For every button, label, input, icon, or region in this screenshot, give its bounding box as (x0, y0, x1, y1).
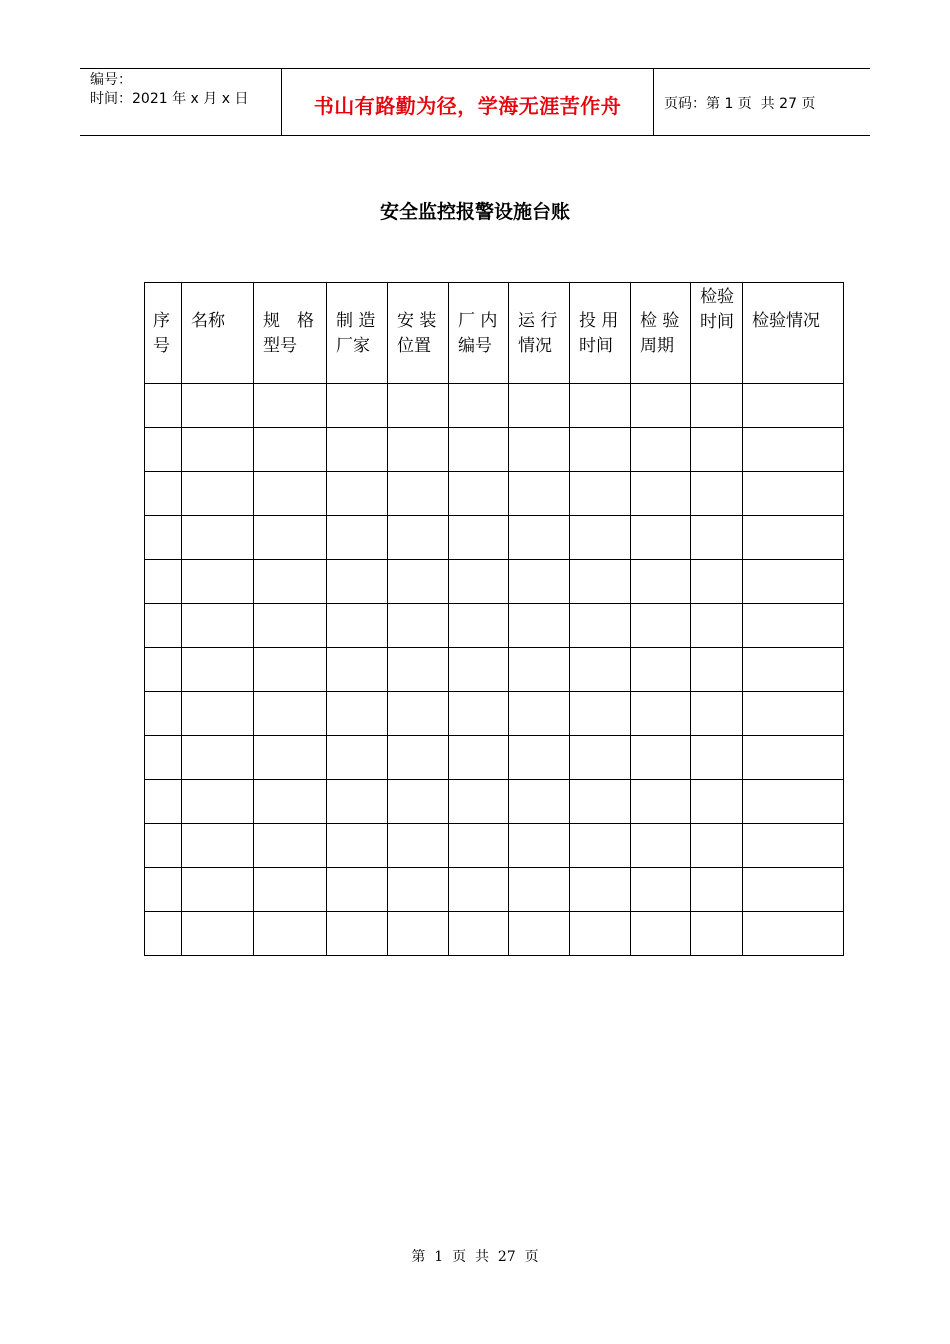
table-cell (743, 780, 844, 824)
column-header-plant-number: 厂 内编号 (449, 283, 509, 384)
table-cell (388, 604, 449, 648)
table-cell (388, 912, 449, 956)
table-cell (691, 472, 743, 516)
table-cell (182, 428, 254, 472)
table-cell (254, 472, 327, 516)
table-cell (145, 384, 182, 428)
table-cell (691, 912, 743, 956)
table-cell (570, 648, 631, 692)
table-cell (449, 736, 509, 780)
table-cell (631, 780, 691, 824)
table-cell (182, 648, 254, 692)
table-row (145, 780, 844, 824)
table-cell (509, 736, 570, 780)
table-cell (631, 604, 691, 648)
table-cell (388, 516, 449, 560)
table-row (145, 692, 844, 736)
table-cell (254, 516, 327, 560)
table-cell (631, 692, 691, 736)
table-cell (570, 692, 631, 736)
table-cell (145, 516, 182, 560)
table-cell (327, 384, 388, 428)
document-title: 安全监控报警设施台账 (379, 201, 570, 223)
table-cell (743, 472, 844, 516)
table-cell (388, 560, 449, 604)
table-cell (327, 824, 388, 868)
column-header-name: 名称 (182, 283, 254, 384)
table-cell (449, 516, 509, 560)
table-cell (145, 736, 182, 780)
header-meta (80, 69, 281, 135)
table-cell (327, 472, 388, 516)
table-cell (254, 384, 327, 428)
table-cell (570, 824, 631, 868)
table-cell (388, 868, 449, 912)
table-cell (388, 824, 449, 868)
table-cell (449, 868, 509, 912)
table-cell (691, 780, 743, 824)
table-cell (182, 560, 254, 604)
table-cell (449, 692, 509, 736)
table-cell (570, 604, 631, 648)
table-cell (145, 560, 182, 604)
table-cell (182, 780, 254, 824)
table-cell (449, 780, 509, 824)
table-cell (743, 560, 844, 604)
table-cell (327, 560, 388, 604)
table-cell (182, 912, 254, 956)
table-header-row (145, 283, 844, 384)
table-cell (182, 604, 254, 648)
table-cell (509, 516, 570, 560)
table-cell (388, 384, 449, 428)
table-cell (743, 384, 844, 428)
table-cell (509, 428, 570, 472)
table-cell (631, 648, 691, 692)
table-cell (254, 824, 327, 868)
table-cell (509, 472, 570, 516)
table-cell (691, 868, 743, 912)
table-cell (449, 604, 509, 648)
table-cell (691, 604, 743, 648)
document-time-label: 时间：2021 年 x 月 x 日 (90, 91, 249, 107)
table-cell (388, 780, 449, 824)
table-cell (570, 736, 631, 780)
table-cell (388, 736, 449, 780)
table-cell (388, 648, 449, 692)
table-cell (449, 472, 509, 516)
table-cell (327, 780, 388, 824)
table-body (145, 384, 844, 956)
table-cell (691, 648, 743, 692)
table-cell (570, 780, 631, 824)
document-number-label: 编号： (90, 72, 132, 88)
table-cell (254, 428, 327, 472)
table-cell (743, 692, 844, 736)
table-cell (327, 604, 388, 648)
table-cell (388, 428, 449, 472)
table-cell (570, 384, 631, 428)
table-row (145, 824, 844, 868)
table-row (145, 648, 844, 692)
column-header-inspection-result: 检验情况 (743, 283, 844, 384)
column-header-manufacturer: 制 造厂家 (327, 283, 388, 384)
table-cell (743, 736, 844, 780)
table-row (145, 736, 844, 780)
page-header (80, 68, 870, 136)
table-cell (145, 472, 182, 516)
table-cell (743, 516, 844, 560)
table-cell (631, 384, 691, 428)
table-cell (691, 384, 743, 428)
table-cell (631, 516, 691, 560)
table-cell (254, 648, 327, 692)
table-cell (631, 428, 691, 472)
table-cell (182, 516, 254, 560)
table-cell (327, 692, 388, 736)
table-row (145, 912, 844, 956)
table-cell (327, 516, 388, 560)
table-cell (182, 824, 254, 868)
table-row (145, 868, 844, 912)
table-cell (145, 648, 182, 692)
table-cell (509, 868, 570, 912)
table-cell (570, 912, 631, 956)
table-row (145, 560, 844, 604)
table-cell (327, 736, 388, 780)
table-cell (145, 692, 182, 736)
table-cell (327, 912, 388, 956)
table-cell (509, 604, 570, 648)
table-cell (254, 560, 327, 604)
table-cell (254, 736, 327, 780)
table-cell (691, 560, 743, 604)
page-footer: 第 1 页 共 27 页 (411, 1249, 539, 1265)
table-cell (449, 648, 509, 692)
table-row (145, 384, 844, 428)
table-cell (743, 868, 844, 912)
table-cell (327, 648, 388, 692)
header-motto: 书山有路勤为径，学海无涯苦作舟 (281, 69, 654, 135)
table-cell (327, 428, 388, 472)
table-row (145, 604, 844, 648)
column-header-inspection-date: 检验时间 (691, 283, 743, 384)
table-row (145, 428, 844, 472)
table-cell (509, 912, 570, 956)
table-cell (145, 780, 182, 824)
table-cell (631, 472, 691, 516)
table-cell (388, 472, 449, 516)
table-cell (182, 868, 254, 912)
table-cell (691, 692, 743, 736)
table-cell (449, 912, 509, 956)
table-cell (449, 824, 509, 868)
table-cell (449, 428, 509, 472)
table-cell (182, 472, 254, 516)
table-cell (691, 428, 743, 472)
table-cell (570, 560, 631, 604)
equipment-ledger-table (144, 282, 844, 956)
table-cell (182, 736, 254, 780)
column-header-inspection-cycle: 检 验周期 (631, 283, 691, 384)
table-cell (743, 912, 844, 956)
table-cell (254, 604, 327, 648)
table-cell (449, 560, 509, 604)
table-cell (631, 824, 691, 868)
table-cell (691, 736, 743, 780)
table-cell (254, 868, 327, 912)
table-cell (570, 428, 631, 472)
table-cell (631, 912, 691, 956)
column-header-commission-date: 投 用时间 (570, 283, 631, 384)
table-cell (743, 824, 844, 868)
table-cell (631, 736, 691, 780)
table-cell (691, 516, 743, 560)
table-cell (388, 692, 449, 736)
table-cell (509, 560, 570, 604)
table-cell (509, 780, 570, 824)
table-cell (570, 868, 631, 912)
table-cell (743, 648, 844, 692)
table-cell (743, 604, 844, 648)
table-cell (631, 560, 691, 604)
column-header-install-location: 安 装位置 (388, 283, 449, 384)
table-cell (743, 428, 844, 472)
table-cell (254, 780, 327, 824)
table-cell (145, 604, 182, 648)
table-cell (570, 472, 631, 516)
column-header-operation-status: 运 行情况 (509, 283, 570, 384)
table-cell (509, 824, 570, 868)
table-cell (182, 384, 254, 428)
table-cell (449, 384, 509, 428)
table-cell (327, 868, 388, 912)
table-cell (145, 868, 182, 912)
table-cell (570, 516, 631, 560)
column-header-serial: 序号 (145, 283, 182, 384)
table-cell (509, 384, 570, 428)
column-header-spec-model: 规 格型号 (254, 283, 327, 384)
table-cell (691, 824, 743, 868)
table-row (145, 472, 844, 516)
table-cell (509, 648, 570, 692)
table-cell (631, 868, 691, 912)
table-cell (182, 692, 254, 736)
table-cell (509, 692, 570, 736)
table-cell (145, 824, 182, 868)
table-cell (145, 912, 182, 956)
table-row (145, 516, 844, 560)
table-cell (145, 428, 182, 472)
table-cell (254, 692, 327, 736)
header-page-code: 页码：第 1 页 共 27 页 (664, 96, 816, 112)
table-cell (254, 912, 327, 956)
